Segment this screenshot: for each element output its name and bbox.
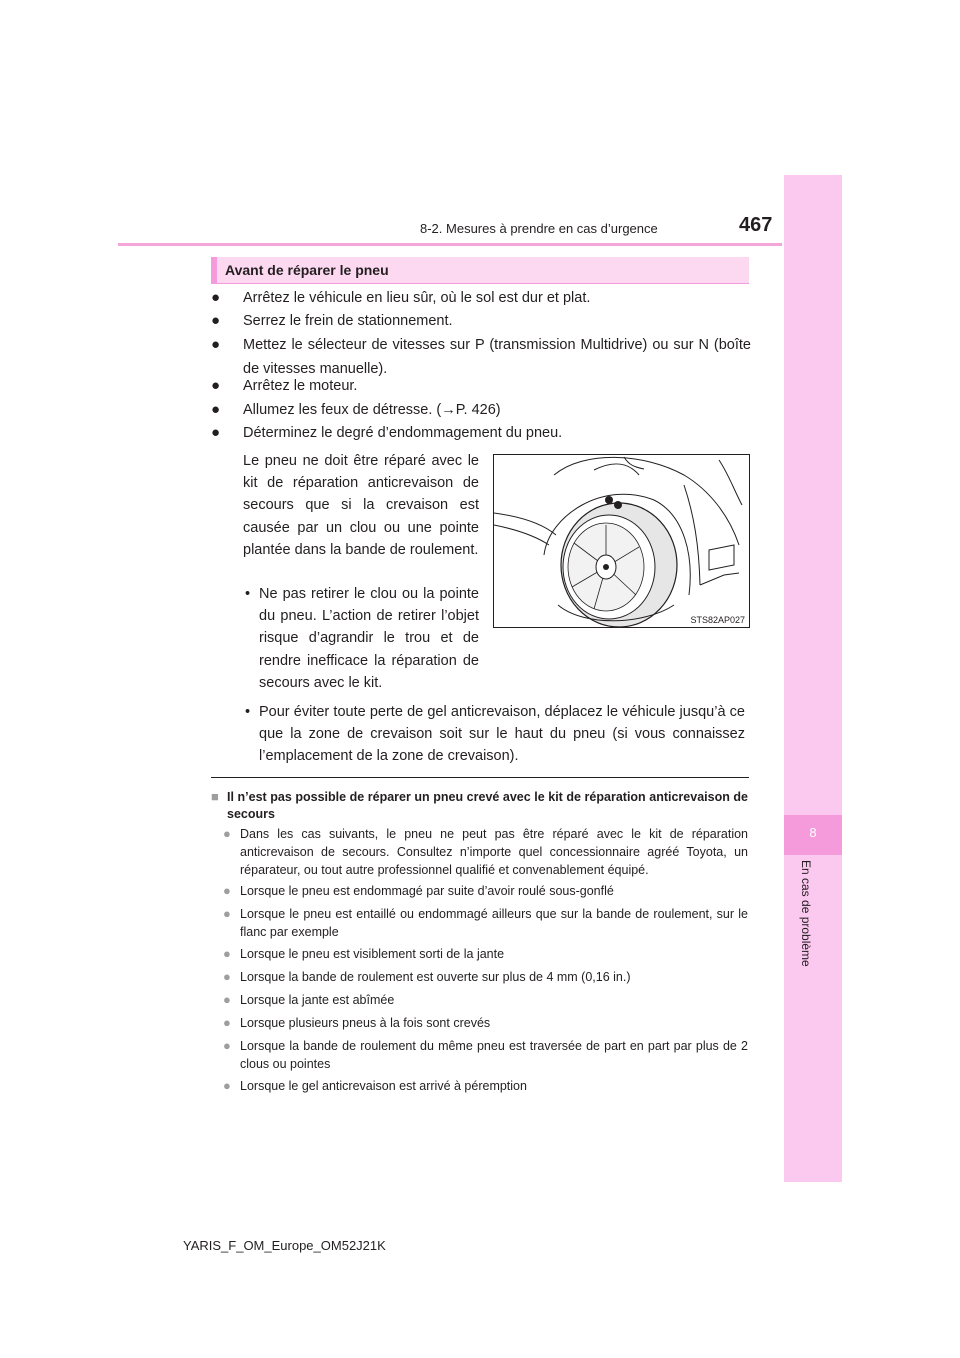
bullet-icon: ●	[211, 377, 221, 394]
sub-bullet-icon: •	[245, 704, 251, 720]
note-divider	[211, 777, 749, 778]
bullet-icon: ●	[223, 946, 231, 961]
bullet-icon: ●	[223, 969, 231, 984]
sub-list-item-text: Ne pas retirer le clou ou la pointe du pneu. L’action de retirer l’objet risque d’agrandir le trou et de rendre inefficace la réparation de secours avec le kit.	[259, 586, 479, 691]
bullet-icon: ●	[223, 1078, 231, 1093]
section-title: 8-2. Mesures à prendre en cas d’urgence	[420, 221, 658, 236]
list-item-text: Mettez le sélecteur de vitesses sur P (transmission Multidrive) ou sur N (boîte de vitesses manuelle).	[243, 337, 751, 377]
note-item-text: Lorsque plusieurs pneus à la fois sont crevés	[240, 1016, 491, 1030]
sub-list-item	[243, 701, 745, 768]
bullet-icon: ●	[211, 289, 221, 306]
list-item	[211, 398, 751, 422]
list-item	[211, 309, 751, 333]
sub-bullet-icon: •	[245, 586, 251, 602]
bullet-icon: ●	[223, 826, 231, 841]
bullet-icon: ●	[211, 312, 221, 329]
note-heading-text: Il n’est pas possible de réparer un pneu crevé avec le kit de réparation anticrevaison de secours	[227, 790, 748, 821]
note-item	[211, 882, 748, 900]
note-item	[211, 945, 748, 963]
document-id: YARIS_F_OM_Europe_OM52J21K	[183, 1238, 386, 1253]
note-item-text: Lorsque le pneu est visiblement sorti de la jante	[240, 947, 505, 961]
car-wheel-icon	[494, 455, 750, 628]
list-item	[211, 421, 751, 445]
note-item-text: Lorsque le pneu est entaillé ou endommagé ailleurs que sur la bande de roulement, sur le flanc par exemple	[240, 907, 748, 939]
sub-list-item	[243, 583, 479, 694]
chapter-label: En cas de problème	[799, 860, 813, 967]
note-item-text: Lorsque le pneu est endommagé par suite d’avoir roulé sous-gonflé	[240, 884, 614, 898]
tire-illustration	[493, 454, 750, 628]
bullet-icon: ●	[223, 906, 231, 921]
side-tab	[784, 175, 842, 1182]
note-item	[211, 1077, 748, 1095]
note-item-text: Dans les cas suivants, le pneu ne peut pas être réparé avec le kit de réparation anticrevaison de secours. Consultez n’importe quel concessionnaire agréé Toyota, un réparateur, ou tout autre professionnel qualifié et convenablement équipé.	[240, 827, 748, 877]
bullet-icon: ●	[223, 883, 231, 898]
banner-underline	[211, 283, 749, 284]
figure-code: STS82AP027	[690, 615, 745, 625]
note-item-text: Lorsque la bande de roulement est ouverte sur plus de 4 mm (0,16 in.)	[240, 970, 631, 984]
list-item-text: Allumez les feux de détresse. (→P. 426)	[243, 402, 501, 418]
list-item-text: Arrêtez le moteur.	[243, 378, 358, 394]
note-heading	[211, 789, 748, 822]
note-item-text: Lorsque le gel anticrevaison est arrivé à péremption	[240, 1079, 527, 1093]
bullet-icon: ●	[223, 1038, 231, 1053]
note-item	[211, 968, 748, 986]
list-item-text: Arrêtez le véhicule en lieu sûr, où le sol est dur et plat.	[243, 290, 591, 306]
bullet-icon: ●	[223, 992, 231, 1007]
list-item-text: Serrez le frein de stationnement.	[243, 313, 453, 329]
note-item-text: Lorsque la bande de roulement du même pneu est traversée de part en part par plus de 2 clous ou pointes	[240, 1039, 748, 1071]
chapter-number: 8	[809, 825, 817, 840]
note-item	[211, 1037, 748, 1073]
note-item	[211, 991, 748, 1009]
bullet-icon: ●	[223, 1015, 231, 1030]
list-item-text: Déterminez le degré d’endommagement du pneu.	[243, 425, 563, 441]
list-item	[211, 374, 751, 398]
note-item	[211, 905, 748, 941]
square-bullet-icon: ■	[211, 789, 219, 804]
note-item	[211, 1014, 748, 1032]
header-rule	[118, 243, 782, 246]
subsection-title: Avant de réparer le pneu	[225, 262, 389, 278]
note-item	[211, 825, 748, 879]
list-item	[211, 286, 751, 310]
note-item-text: Lorsque la jante est abîmée	[240, 993, 395, 1007]
damage-paragraph: Le pneu ne doit être réparé avec le kit de réparation anticrevaison de secours que si la crevaison est causée par un clou ou une pointe plantée dans la bande de roulement.	[243, 453, 479, 558]
bullet-icon: ●	[211, 401, 221, 418]
bullet-icon: ●	[211, 424, 221, 441]
page-number: 467	[739, 214, 773, 236]
sub-list-item-text: Pour éviter toute perte de gel anticrevaison, déplacez le véhicule jusqu’à ce que la zone de crevaison soit sur le haut du pneu (si vous connaissez l’emplacement de la zone de crevaison).	[259, 704, 745, 765]
bullet-icon: ●	[211, 336, 221, 353]
